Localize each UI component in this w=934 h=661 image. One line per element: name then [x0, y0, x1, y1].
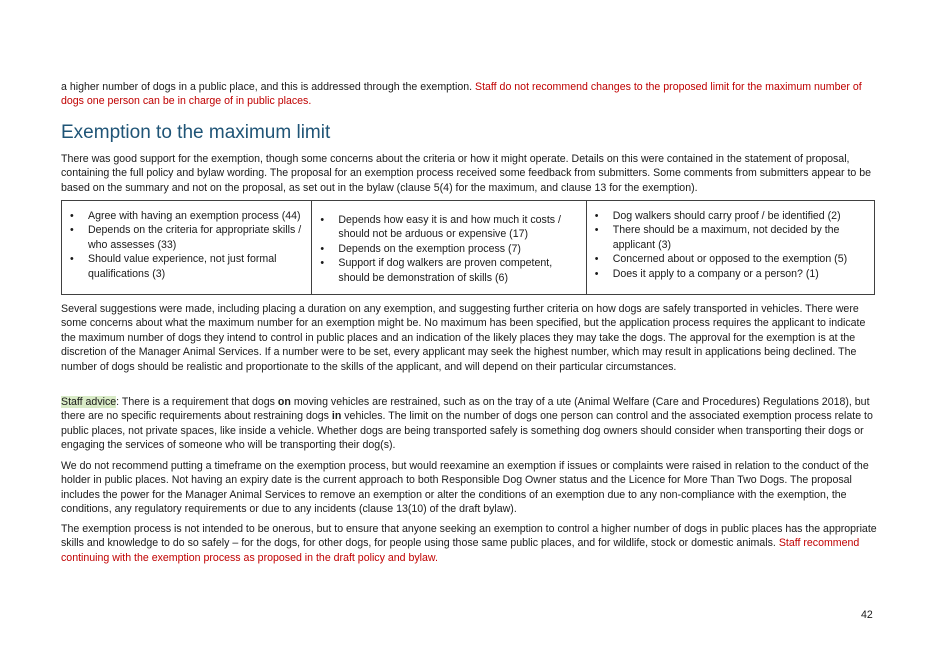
section-heading: Exemption to the maximum limit [61, 122, 331, 143]
table-column-2 [312, 201, 586, 294]
list-item: • Depends on the exemption process (7) [316, 242, 577, 256]
list-item: • Dog walkers should carry proof / be identified (2) [591, 209, 866, 223]
paragraph-suggestions: Several suggestions were made, including placing a duration on any exemption, and suggesting further criteria on how dogs are safely transported in vehicles. There were some concerns about what the maximum number for an exemption might be. No maximum has been specified, but the application process requires the applicant to indicate the maximum number of dogs they intend to control in public places and an indication of the likely places they may take the dogs. The approval for the exemption is at the discretion of the Manager Animal Services. If a number were to be set, every applicant may seek the highest number, which may result in applications being declined. The number of dogs should be realistic and proportionate to the skills of the applicant, and will depend on their particular circumstances. [61, 303, 866, 373]
paragraph-staff-advice: Staff advice: There is a requirement that dogs on moving vehicles are restrained, such as on the tray of a ute (Animal Welfare (Care and Procedures) Regulations 2018), but there are no specific requirements about restraining dogs in vehicles. The limit on the number of dogs one person can control and the associated exemption process relate to public places, not private spaces, like inside a vehicle. Whether dogs are being transported safely is something dog owners should consider when transporting their dogs or engaging the services of someone who will be transporting their dog(s). [61, 396, 873, 452]
list-item: • There should be a maximum, not decided by the applicant (3) [591, 223, 866, 252]
paragraph-support-summary: There was good support for the exemption, though some concerns about the criteria or how it might operate. Details on this were contained in the statement of proposal, containing the full policy and bylaw wording. The proposal for an exemption process received some feedback from submitters. Some comments from submitters appear to be based on the summary and not on the proposal, as set out in the bylaw (clause 5(4) for the maximum, and clause 13 for the exemption). [61, 153, 872, 194]
list-item: • Support if dog walkers are proven competent, should be demonstration of skills (6) [316, 256, 577, 285]
table-column-1 [62, 201, 312, 294]
list-item: • Depends how easy it is and how much it costs / should not be arduous or expensive (17) [316, 213, 577, 242]
list-item: • Concerned about or opposed to the exemption (5) [591, 252, 866, 266]
feedback-summary-table [61, 200, 875, 295]
page-number: 42 [861, 609, 873, 621]
paragraph-timeframe: We do not recommend putting a timeframe on the exemption process, but would reexamine an exemption if issues or complaints were raised in relation to the conduct of the holder in public places. Not having an expiry date is the current approach to both Responsible Dog Owner status and the Licence for More Than Two Dogs. The proposal includes the power for the Manager Animal Services to remove an exemption or alter the conditions of an exemption due to any non-compliance with the exemption, the conditions, any regulatory requirements or due to any incidents (clause 13(10) of the draft bylaw). [61, 460, 869, 516]
list-item: • Should value experience, not just formal qualifications (3) [66, 252, 303, 281]
paragraph-exemption-purpose: The exemption process is not intended to be onerous, but to ensure that anyone seeking an exemption to control a higher number of dogs in public places has the appropriate skills and knowledge to do so safely – for the dogs, for other dogs, for people using those same public places, and for wildlife, stock or domestic animals. Staff recommend continuing with the exemption process as proposed in the draft policy and bylaw. [61, 523, 877, 564]
intro-text: a higher number of dogs in a public place, and this is addressed through the exemption. [61, 81, 476, 93]
intro-paragraph [61, 80, 877, 109]
list-item: • Agree with having an exemption process (44) [66, 209, 303, 223]
staff-recommendation-note: Staff recommend continuing with the exemption process as proposed in the draft policy and bylaw. [61, 537, 860, 564]
list-item: • Depends on the criteria for appropriate skills / who assesses (33) [66, 223, 303, 252]
staff-advice-label: Staff advice [61, 396, 117, 408]
staff-recommendation-note: Staff do not recommend changes to the proposed limit for the maximum number of dogs one person can be in charge of in public places. [61, 81, 862, 108]
list-item: • Does it apply to a company or a person? (1) [591, 267, 866, 281]
table-column-3 [587, 201, 874, 294]
